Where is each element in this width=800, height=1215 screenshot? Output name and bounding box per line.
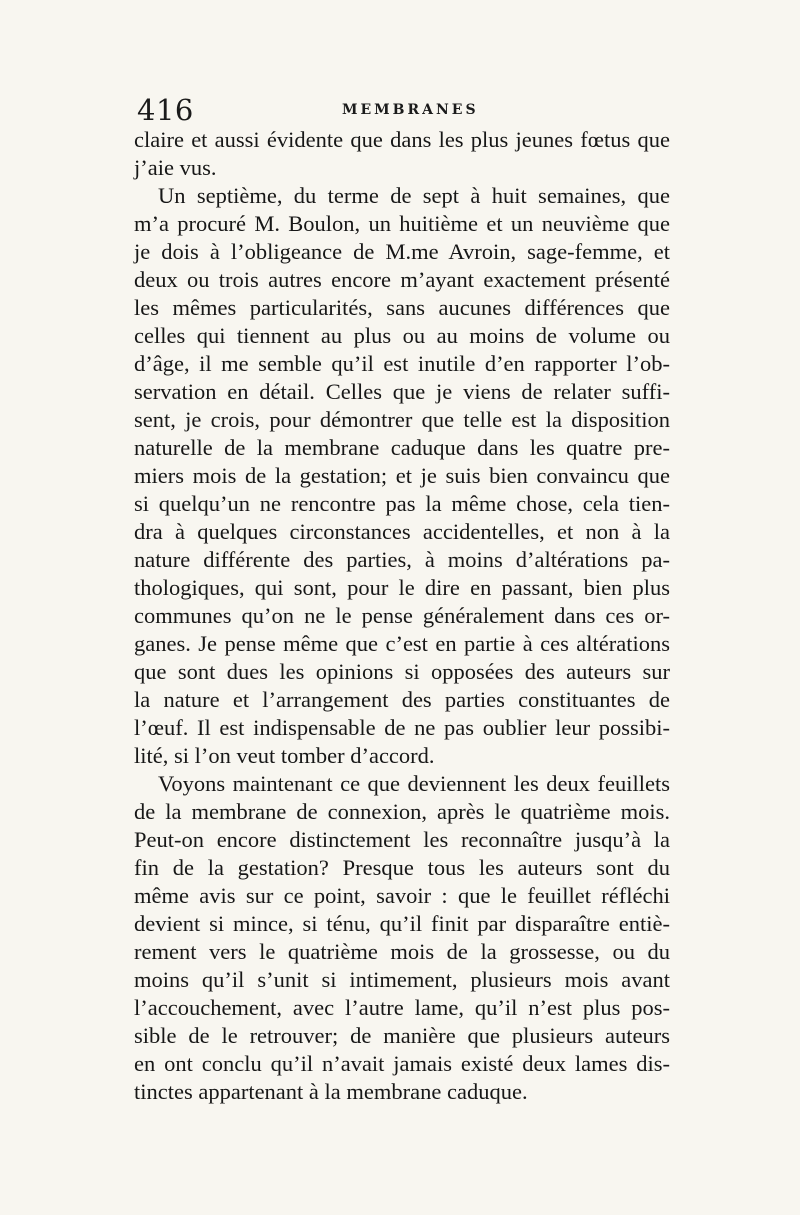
text-line: nature différente des parties, à moins d’altérations pa- [134,547,670,572]
page-header [137,94,670,126]
page-number: 416 [137,93,194,127]
text-line: rement vers le quatrième mois de la grossesse, ou du [134,939,670,964]
text-line: celles qui tiennent au plus ou au moins de volume ou [134,323,670,348]
text-line: ganes. Je pense même que c’est en partie à ces altérations [134,631,670,656]
text-line: moins qu’il s’unit si intimement, plusieurs mois avant [134,967,670,992]
text-line: si quelqu’un ne rencontre pas la même chose, cela tien- [134,491,670,516]
text-line: tinctes appartenant à la membrane caduque. [134,1079,528,1104]
text-line: que sont dues les opinions si opposées des auteurs sur [134,659,670,684]
text-line: dra à quelques circonstances accidentelles, et non à la [134,519,670,544]
text-line: miers mois de la gestation; et je suis bien convaincu que [134,463,670,488]
text-line: Voyons maintenant ce que deviennent les deux feuillets [158,771,670,796]
text-line: même avis sur ce point, savoir : que le feuillet réfléchi [134,883,670,908]
text-line: Un septième, du terme de sept à huit semaines, que [158,183,670,208]
text-line: lité, si l’on veut tomber d’accord. [134,743,435,768]
text-line: claire et aussi évidente que dans les plus jeunes fœtus que [134,127,670,152]
text-line: la nature et l’arrangement des parties constituantes de [134,687,670,712]
text-line: naturelle de la membrane caduque dans les quatre pre- [134,435,670,460]
body-text [134,126,670,1106]
text-line: deux ou trois autres encore m’ayant exactement présenté [134,267,670,292]
running-title: MEMBRANES [342,102,479,118]
text-line: m’a procuré M. Boulon, un huitième et un neuvième que [134,211,670,236]
text-line: l’œuf. Il est indispensable de ne pas oublier leur possibi- [134,715,670,740]
text-line: sent, je crois, pour démontrer que telle est la disposition [134,407,670,432]
text-line: je dois à l’obligeance de M.me Avroin, sage-femme, et [134,239,670,264]
text-line: j’aie vus. [134,155,217,180]
text-line: Peut-on encore distinctement les reconnaître jusqu’à la [134,827,670,852]
text-line: l’accouchement, avec l’autre lame, qu’il n’est plus pos- [134,995,670,1020]
text-line: de la membrane de connexion, après le quatrième mois. [134,799,670,824]
text-line: thologiques, qui sont, pour le dire en passant, bien plus [134,575,670,600]
text-line: devient si mince, si ténu, qu’il finit par disparaître entiè- [134,911,670,936]
text-line: servation en détail. Celles que je viens de relater suffi- [134,379,670,404]
text-line: fin de la gestation? Presque tous les auteurs sont du [134,855,670,880]
text-line: sible de le retrouver; de manière que plusieurs auteurs [134,1023,670,1048]
text-line: en ont conclu qu’il n’avait jamais existé deux lames dis- [134,1051,670,1076]
text-line: les mêmes particularités, sans aucunes différences que [134,295,670,320]
text-line: communes qu’on ne le pense généralement dans ces or- [134,603,670,628]
text-line: d’âge, il me semble qu’il est inutile d’en rapporter l’ob- [134,351,670,376]
